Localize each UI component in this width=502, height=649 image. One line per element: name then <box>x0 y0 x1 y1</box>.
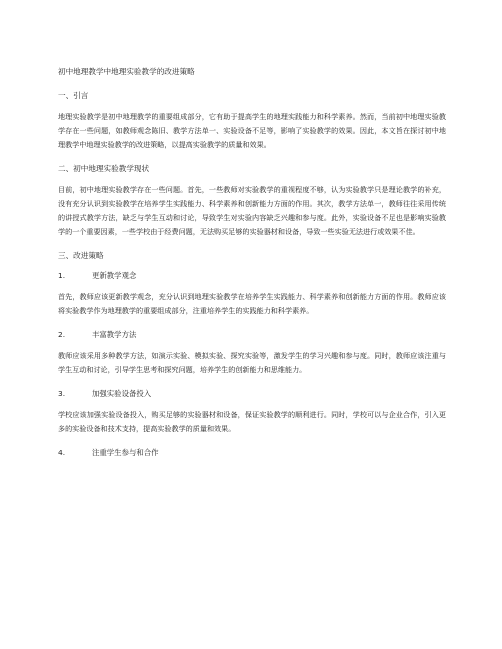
section-paragraph: 目前，初中地理实验教学存在一些问题。首先，一些教师对实验教学的重视程度不够，认为实验教学只是理论教学的补充，没有充分认识到实验教学在培养学生实践能力、科学素养和创新能力方面的作用。其次，教学方法单一，教师往往采用传统的讲授式教学方法，缺乏与学生互动和讨论，导致学生对实验内容缺乏兴趣和参与度。此外，实验设备不足也是影响实验教学的一个重要因素，一些学校由于经费问题，无法购买足够的实验器材和设备，导致一些实验无法进行或效果不佳。 <box>58 185 446 236</box>
strategy-title: 注重学生参与和合作 <box>92 448 159 457</box>
section-heading: 二、初中地理实验教学现状 <box>58 164 150 173</box>
strategy-title: 更新教学观念 <box>92 271 137 280</box>
strategy-number: 4. <box>58 448 66 457</box>
strategy-item <box>58 270 446 318</box>
strategy-paragraph: 学校应该加强实验设备投入，购买足够的实验器材和设备，保证实验教学的顺利进行。同时，学校可以与企业合作，引入更多的实验设备和技术支持，提高实验教学的质量和效果。 <box>58 410 446 433</box>
strategy-title: 加强实验设备投入 <box>92 389 152 398</box>
section-heading: 一、引言 <box>58 91 89 100</box>
strategy-paragraph: 教师应该采用多种教学方法，如演示实验、模拟实验、探究实验等，激发学生的学习兴趣和参与度。同时，教师应该注重与学生互动和讨论，引导学生思考和探究问题，培养学生的创新能力和思维能力。 <box>58 351 446 374</box>
strategy-heading <box>58 329 446 341</box>
section-paragraph: 地理实验教学是初中地理教学的重要组成部分，它有助于提高学生的地理实践能力和科学素养。然而，当前初中地理实验教学存在一些问题，如教师观念陈旧、教学方法单一、实验设备不足等，影响了实验教学的效果。因此，本文旨在探讨初中地理教学中地理实验教学的改进策略，以提高实验教学的质量和效果。 <box>58 112 446 149</box>
strategy-number: 1. <box>58 271 66 280</box>
strategy-item <box>58 388 446 436</box>
strategy-heading <box>58 388 446 400</box>
document-title: 初中地理教学中地理实验教学的改进策略 <box>58 67 195 76</box>
strategy-heading <box>58 270 446 282</box>
section-current-status <box>58 163 446 239</box>
strategy-number: 2. <box>58 330 66 339</box>
strategy-paragraph: 首先，教师应该更新教学观念，充分认识到地理实验教学在培养学生实践能力、科学素养和创新能力方面的作用。教师应该将实验教学作为地理教学的重要组成部分，注重培养学生的实践能力和科学素养。 <box>58 292 446 315</box>
section-heading: 三、改进策略 <box>58 251 104 260</box>
strategy-item <box>58 447 446 459</box>
document-content <box>58 66 446 467</box>
strategy-title: 丰富教学方法 <box>92 330 137 339</box>
strategy-number: 3. <box>58 389 66 398</box>
strategy-item <box>58 329 446 377</box>
section-introduction <box>58 90 446 152</box>
strategy-heading <box>58 447 446 459</box>
section-strategies <box>58 250 446 459</box>
